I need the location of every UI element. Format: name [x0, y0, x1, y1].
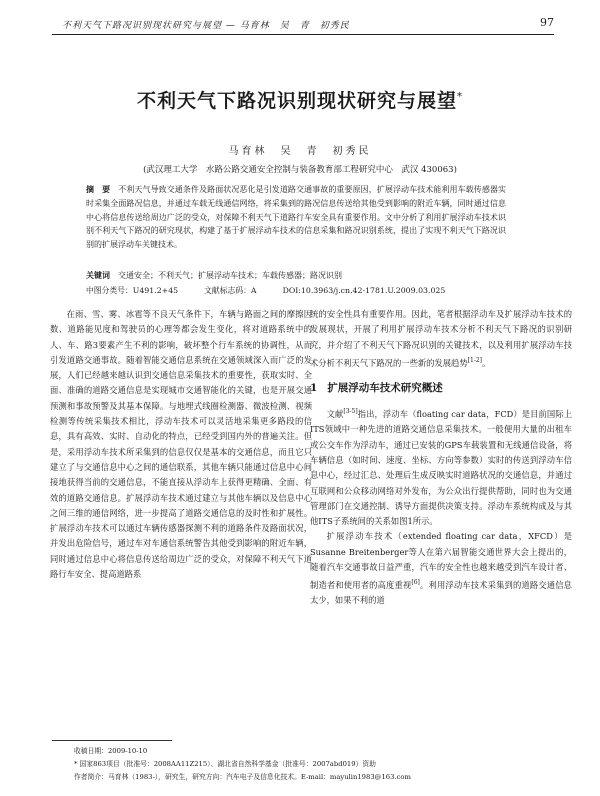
body-column-left [50, 307, 312, 582]
fcd-paragraph-text: 指出，浮动车（floating car data，FCD）是目前国际上ITS领域中一种先进的道路交通信息采集技术。一般便用大量的出租车或公交车作为浮动车，通过已安装的GPS车载装置和无线通信设备，将车辆信息（如时间、速度、坐标、方向等参数）实时的传送到浮动车信息中心，经过汇总、处理后生成反映实时道路状况的交通信息，并通过互联网和公众移动网络对外发布，为公众出行提供帮助，同时也为交通管理部门在交通控制、诱导方面提供决策支持。浮动车系统构成及与其他ITS子系统间的关系如图1所示。 [310, 409, 572, 527]
classification-line [86, 285, 526, 296]
body-column-right [310, 307, 572, 609]
footnote-received: 收稿日期：2009-10-10 [74, 747, 148, 755]
xfcd-paragraph-text: 扩展浮动车技术（extended floating car data，XFCD）是Susanne Breitenberger等人在第六届智能交通世界大会上提出的，随着汽车交通事故日益严重，汽车的安全性也越来越受到汽车设计者、制造者和使用者的高度重视 [310, 531, 572, 591]
footnote-rule [52, 740, 172, 741]
article-title-text: 不利天气下路况识别现状研究与展望 [136, 90, 457, 112]
section-title: 扩展浮动车技术研究概述 [327, 381, 443, 394]
section-heading [310, 381, 572, 396]
abstract [86, 183, 506, 252]
intro-continued-text: 统的安全性具有重要作用。因此，笔者根据浮动车及扩展浮动车技术的发展现状，开展了利用扩展浮动车技术分析不利天气下路况的识别研究，并介绍了不利天气下路况识别的关键技术，以及利用扩展浮动车技术分析不利天气下路况的一些新的发展趋势 [310, 309, 572, 368]
running-head: 不利天气下路况识别现状研究与展望 — 马育林 吴 青 初秀民 [62, 21, 350, 31]
fcd-paragraph [310, 404, 572, 529]
clc-number: 中图分类号：U491.2+45 [86, 286, 179, 295]
citation-6: [6] [411, 579, 420, 587]
abstract-label: 摘 要 [86, 184, 111, 194]
citation-1-2: [1-2] [467, 356, 482, 364]
keywords [86, 270, 506, 281]
document-code: 文献标志码：A [204, 286, 257, 295]
keywords-text: 交通安全；不利天气；扩展浮动车技术；车载传感器；路况识别 [118, 271, 342, 280]
xfcd-paragraph [310, 529, 572, 608]
footnote-funding: * 国家863项目（批准号：2008AA11Z215）、湖北省自然科学基金（批准号：2007abd019）资助 [74, 760, 376, 768]
article-authors: 马育林 吴 青 初秀民 [228, 146, 372, 157]
citation-3-5: [3-5] [343, 408, 358, 416]
footnote-author-info: 作者简介：马育林（1983-），研究生，研究方向：汽车电子及信息化技术。E-mail：mayulin1983@163.com [74, 773, 411, 781]
section-number: 1 [310, 381, 318, 394]
fcd-paragraph-start: 文献 [326, 409, 344, 420]
header-rule [52, 34, 554, 35]
title-footnote-mark: * [457, 91, 463, 103]
intro-paragraph: 在雨、雪、雾、冰雹等不良天气条件下，车辆与路面之间的摩擦因数、道路能见度和驾驶员的心理等都会发生变化，将对道路系统中的人、车、路3要素产生不利的影响，破坏整个行车系统的协调性，从而引发道路交通事故。随着智能交通信息系统在交通领域深入而广泛的发展，人们已经越来越认识到交通信息采集技术的重要性，获取实时、全面、准确的道路交通信息是实现城市交通智能化的关键，也是开展交通预测和事故预警及其基本保障。与地埋式线圈检测器、微波检测、视频检测等传统采集技术相比，浮动车技术可以灵活地采集更多路段的信息，具有高效、实时、自动化的特点，已经受到国内外的普遍关注。但是，采用浮动车技术所采集到的信息仅仅是基本的交通信息，而且它只建立了与交通信息中心之间的通信联系，其他车辆只能通过信息中心间接地获得当前的交通信息，不能直接从浮动车上获得更精确、全面、有效的道路交通信息。扩展浮动车技术通过建立与其他车辆以及信息中心之间三维的通信网络，进一步提高了道路交通信息的及时性和扩展性。扩展浮动车技术可以通过车辆传感器探测不利的道路条件及路面状况，并发出危险信号，通过车对车通信系统警告其他受到影响的附近车辆，同时通过信息中心将信息传送给周边广泛的受众，对保障不利天气下道路行车安全、提高道路系 [50, 309, 312, 580]
footnotes [74, 745, 564, 784]
page-number: 97 [540, 16, 554, 29]
abstract-text: 不利天气导致交通条件及路面状况恶化是引发道路交通事故的重要原因，扩展浮动车技术能利用车载传感器实时采集全面路况信息，并通过车载无线通信网络，将采集到的路况信息传送给其他受到影响的附近车辆，同时通过信息中心将信息传送给周边广泛的受众，对保障不利天气下道路行车安全具有重要作用。文中分析了利用扩展浮动车技术识别不利天气下路况的研究现状，构建了基于扩展浮动车技术的信息采集和路况识别系统，提出了实现不利天气下路况识别的扩展浮动车关键技术。 [86, 185, 507, 250]
xfcd-paragraph-end: 。利用浮动车技术采集到的道路交通信息太少，如果不利的道 [310, 580, 572, 606]
intro-end-punct: 。 [482, 357, 491, 368]
keywords-label: 关键词 [86, 270, 110, 280]
article-affiliation: (武汉理工大学 水路公路交通安全控制与装备教育部工程研究中心 武汉 430063) [143, 165, 457, 175]
article-title [0, 86, 600, 113]
doi: DOI:10.3963/j.cn.42-1781.U.2009.03.025 [282, 286, 446, 295]
intro-paragraph-continued [310, 307, 572, 371]
